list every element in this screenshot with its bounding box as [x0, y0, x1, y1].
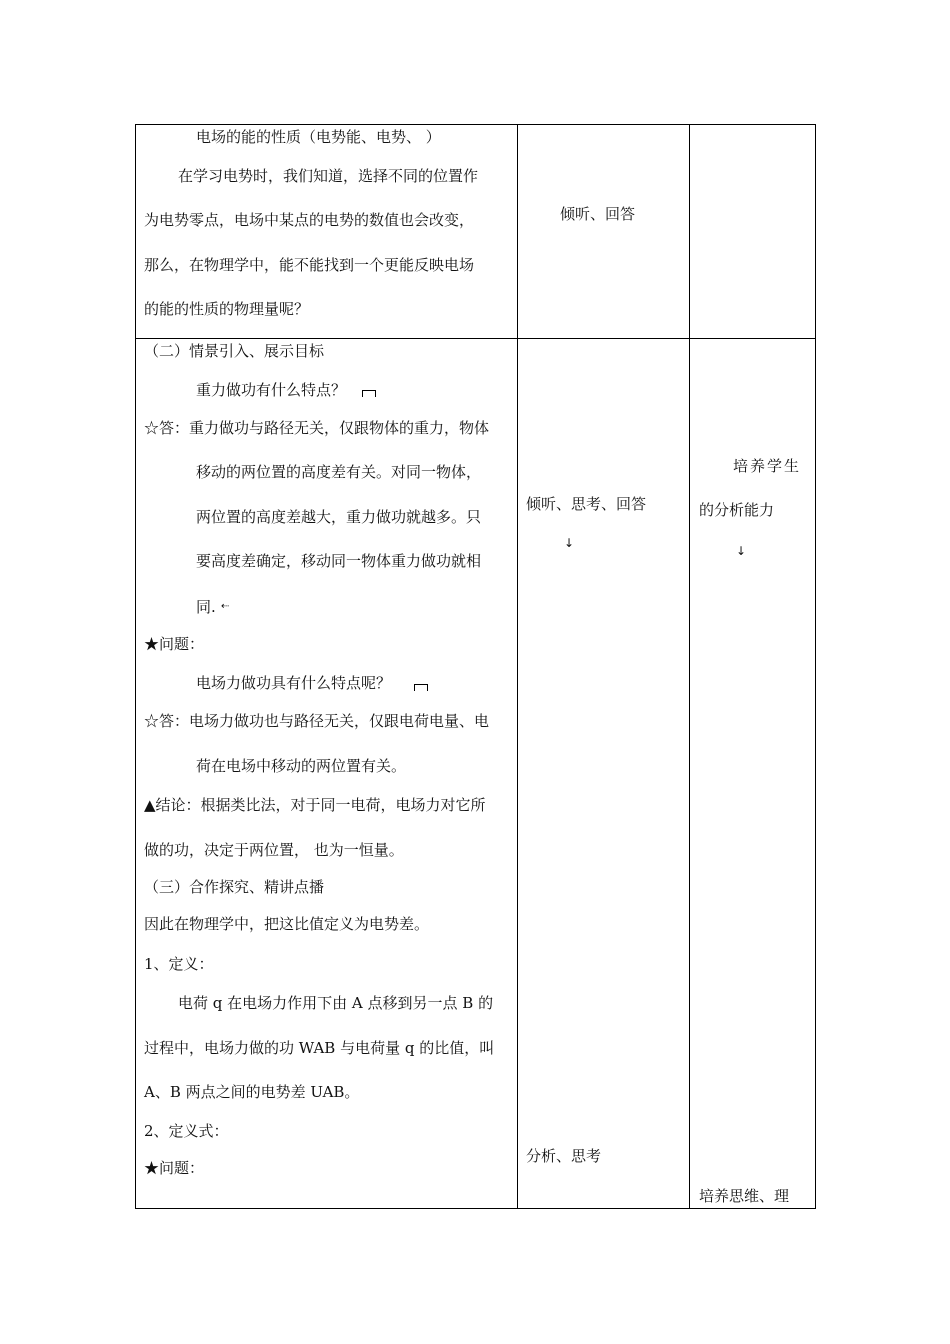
row1-paragraph-line: 为电势零点，电场中某点的电势的数值也会改变，	[144, 211, 475, 229]
table-border-bottom	[135, 1208, 816, 1209]
definition-line: 电荷 q 在电场力作用下由 A 点移到另一点 B 的	[178, 994, 494, 1012]
design-intent: 的分析能力	[699, 501, 775, 519]
answer-line: 移动的两位置的高度差有关。对同一物体，	[196, 463, 482, 481]
question-line: 重力做功有什么特点？	[196, 381, 347, 399]
table-border-top	[135, 124, 816, 125]
down-arrow-icon: ↓	[736, 544, 747, 558]
edit-mark-icon	[362, 390, 376, 397]
definition-line: 过程中，电场力做的功 WAB 与电荷量 q 的比值，叫	[144, 1039, 495, 1057]
answer-line: ☆答：重力做功与路径无关，仅跟物体的重力，物体	[144, 419, 490, 437]
body-line: 因此在物理学中，把这比值定义为电势差。	[144, 915, 430, 933]
table-border-left	[135, 124, 136, 1209]
student-activity: 分析、思考	[526, 1147, 602, 1165]
row1-paragraph-line: 的能的性质的物理量呢？	[144, 300, 310, 318]
formula-heading: 2、定义式：	[144, 1122, 229, 1140]
paragraph-mark-icon: ⇠	[221, 601, 230, 612]
answer-line: ☆答：电场力做功也与路径无关，仅跟电荷电量、电	[144, 712, 490, 730]
column-divider-1	[517, 124, 518, 1209]
student-activity: 倾听、思考、回答	[526, 495, 647, 513]
question-line: 电场力做功具有什么特点呢？	[196, 674, 392, 692]
question-label: ★问题：	[144, 635, 205, 653]
conclusion-line: 做的功，决定于两位置， 也为一恒量。	[144, 841, 404, 859]
section-heading-3: （三）合作探究、精讲点播	[144, 878, 325, 896]
down-arrow-icon: ↓	[564, 536, 575, 550]
answer-line: 荷在电场中移动的两位置有关。	[196, 757, 407, 775]
conclusion-line: ▲结论：根据类比法，对于同一电荷，电场力对它所	[144, 796, 486, 814]
answer-line: 要高度差确定，移动同一物体重力做功就相	[196, 552, 482, 570]
table-border-right	[815, 124, 816, 1209]
design-intent: 培养思维、理	[699, 1187, 790, 1205]
row1-heading: 电场的能的性质（电势能、电势、 ）	[196, 128, 441, 146]
answer-line: 同.	[196, 598, 216, 616]
definition-line: A、B 两点之间的电势差 UAB。	[144, 1083, 360, 1101]
question-label: ★问题：	[144, 1159, 205, 1177]
row-divider	[135, 338, 816, 339]
row1-paragraph-line: 那么，在物理学中，能不能找到一个更能反映电场	[144, 256, 475, 274]
column-divider-2	[689, 124, 690, 1209]
edit-mark-icon	[414, 684, 428, 691]
answer-line: 两位置的高度差越大，重力做功就越多。只	[196, 508, 482, 526]
definition-heading: 1、定义：	[144, 955, 214, 973]
row1-paragraph-line: 在学习电势时，我们知道，选择不同的位置作	[178, 167, 479, 185]
row1-student-activity: 倾听、回答	[560, 205, 636, 223]
section-heading-2: （二）情景引入、展示目标	[144, 342, 325, 360]
design-intent: 培养学生	[733, 457, 802, 475]
